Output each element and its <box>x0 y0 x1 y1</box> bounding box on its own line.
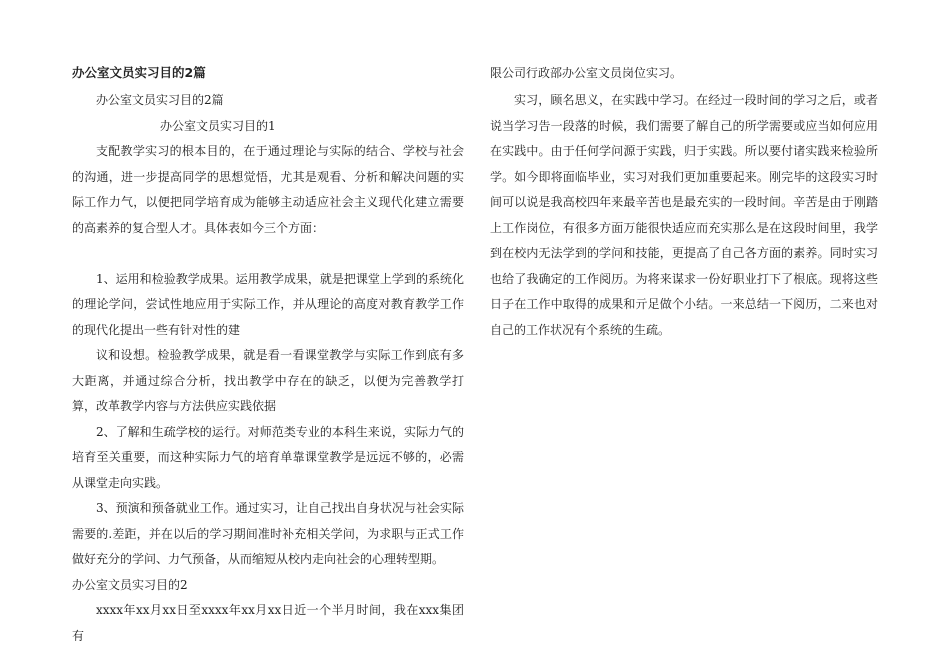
point3-paragraph: 3、预演和预备就业工作。通过实习，让自己找出自身状况与社会实际需要的.差距，并在以后的学习期间准时补充相关学问，为求职与正式工作做好充分的学问、力气预备，从而缩短从校内走向社会的心理转型期。 <box>72 501 464 566</box>
section2-first-line: xxxx年xx月xx日至xxxx年xx月xx日近一个半月时间，我在xxx集团有 <box>72 603 464 643</box>
point1-continued-paragraph: 议和设想。检验教学成果，就是看一看课堂教学与实际工作到底有多大距离，并通过综合分析，找出教学中存在的缺乏，以便为完善教学打算，改革教学内容与方法供应实践依据 <box>72 348 464 413</box>
intro-paragraph: 支配教学实习的根本目的，在于通过理论与实际的结合、学校与社会的沟通，进一步提高同学的思想觉悟，尤其是观看、分析和解决问题的实际工作力气，以便把同学培育成为能够主动适应社会主义现代化建立需要的高素养的复合型人才。具体表如今三个方面： <box>72 144 464 235</box>
section1-heading: 办公室文员实习目的1 <box>160 118 276 133</box>
continuation-line: 限公司行政部办公室文员岗位实习。 <box>490 66 683 80</box>
right-column <box>490 62 878 343</box>
document-subtitle: 办公室文员实习目的2篇 <box>96 93 224 107</box>
point2-paragraph: 2、了解和生疏学校的运行。对师范类专业的本科生来说，实际力气的培育至关重要，而这种实际力气的培育单靠课堂教学是远远不够的，必需从课堂走向实践。 <box>72 424 464 490</box>
point1-paragraph: 1、运用和检验教学成果。运用教学成果，就是把课堂上学到的系统化的理论学问，尝试性地应用于实际工作，并从理论的高度对教育教学工作的现代化提出一些有针对性的建 <box>72 271 464 337</box>
internship-body-paragraph: 实习，顾名思义，在实践中学习。在经过一段时间的学习之后，或者说当学习告一段落的时候，我们需要了解自己的所学需要或应当如何应用在实践中。由于任何学问源于实践，归于实践。所以要付诸实践来检验所学。如今即将面临毕业，实习对我们更加重要起来。刚完毕的这段实习时间可以说是我高校四年来最辛苦也是最充实的一段时间。辛苦是由于刚踏上工作岗位，有很多方面万能很快适应而充实那么是在这段时间里，我学到在校内无法学到的学问和技能，更提高了自己各方面的素养。同时实习也给了我确定的工作阅历。为将来谋求一份好职业打下了根底。现将这些日子在工作中取得的成果和亓足做个小结。一来总结一下阅历，二来也对自己的工作状况有个系统的生疏。 <box>490 93 878 337</box>
blank-line <box>72 241 464 267</box>
document-title: 办公室文员实习目的2篇 <box>72 65 206 80</box>
section2-heading: 办公室文员实习目的2 <box>72 577 188 592</box>
left-column <box>72 62 464 649</box>
